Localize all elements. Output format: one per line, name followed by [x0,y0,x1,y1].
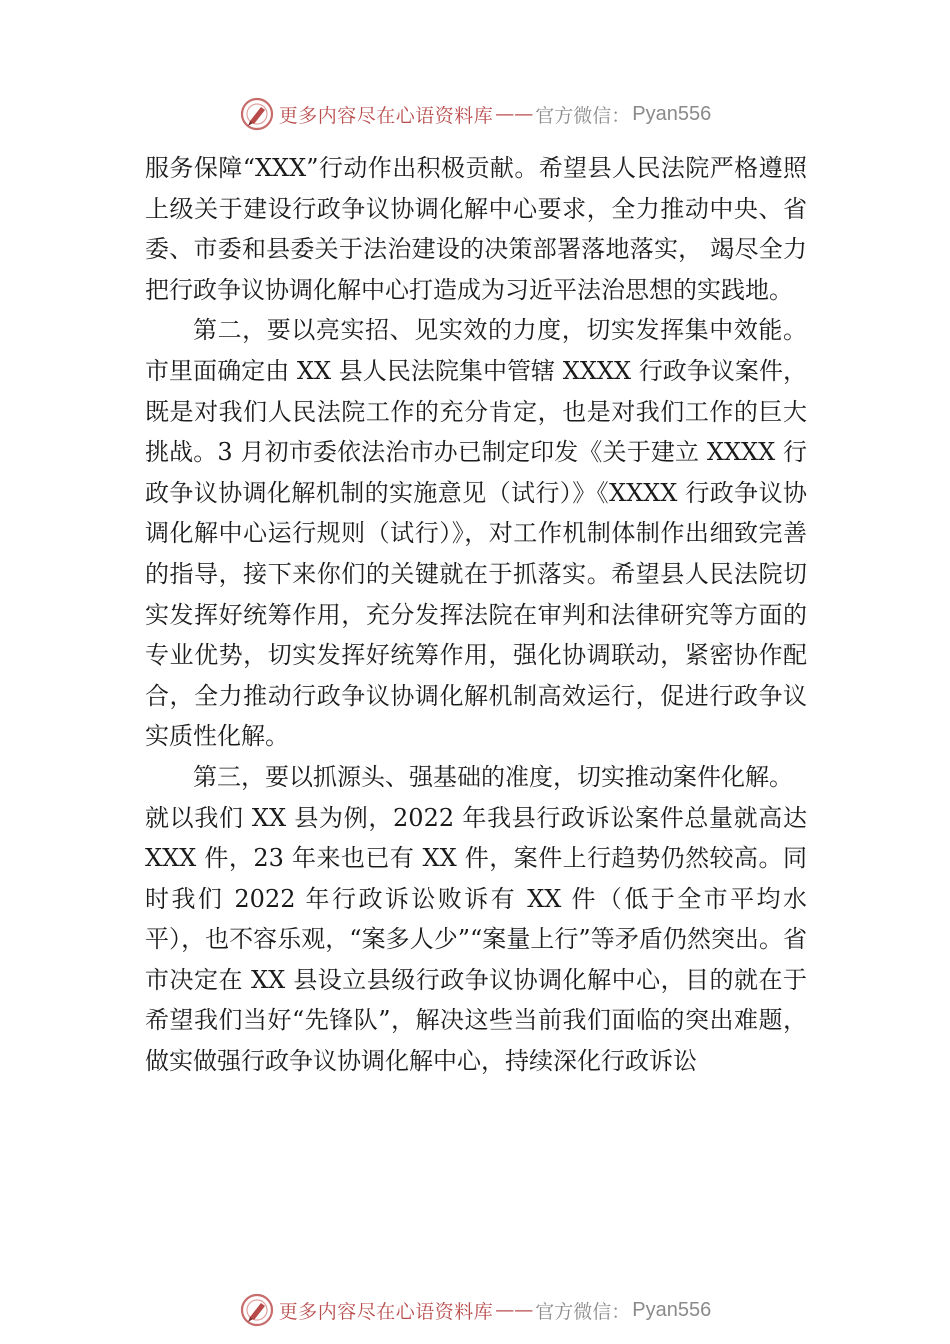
paragraph-2: 第二，要以亮实招、见实效的力度，切实发挥集中效能。市里面确定由 XX 县人民法院集中管辖 XXXX 行政争议案件，既是对我们人民法院工作的充分肯定，也是对我们工作的巨大挑战。3 月初市委依法治市办已制定印发《关于建立 XXXX 行政争议协调化解机制的实施意见（试行）》《XXXX 行政争议协调化解中心运行规则（试行）》，对工作机制体制作出细致完善的指导，接下来你们的关键就在于抓落实。希望县人民法院切实发挥好统筹作用，充分发挥法院在审判和法律研究等方面的专业优势，切实发挥好统筹作用，强化协调联动，紧密协作配合，全力推动行政争议协调化解机制高效运行，促进行政争议实质性化解。 [145,316,807,751]
paragraph-4: 就以我们 XX 县为例，2022 年我县行政诉讼案件总量就高达 XXX 件，23 年来也已有 XX 件，案件上行趋势仍然较高。同时我们 2022 年行政诉讼败诉有 XX 件（低于全市平均水平），也不容乐观，“案多人少”“案量上行”等矛盾仍然突出。省市决定在 XX 县设立县级行政争议协调化解中心，目的就在于希望我们当好“先锋队”，解决这些当前我们面临的突出难题，做实做强行政争议协调化解中心，持续深化行政诉讼 [145,803,807,1076]
footer-banner [0,1288,950,1332]
banner-separator: —— [495,1299,534,1321]
pen-nib-icon [239,1292,275,1328]
banner-wechat-id: Pyan556 [632,1298,712,1321]
banner-wechat-id: Pyan556 [632,102,712,125]
pen-nib-icon [239,96,275,132]
banner-main-text: 更多内容尽在心语资料库 [278,1300,494,1323]
banner-separator: —— [495,103,534,125]
banner-wechat-label: 官方微信： [535,1300,631,1323]
header-banner [0,92,950,136]
paragraph-3: 第三，要以抓源头、强基础的准度，切实推动案件化解。 [193,762,793,791]
paragraph-1: 服务保障“XXX”行动作出积极贡献。希望县人民法院严格遵照上级关于建设行政争议协调化解中心要求，全力推动中央、省委、市委和县委关于法治建设的决策部署落地落实， 竭尽全力把行政争议协调化解中心打造成为习近平法治思想的实践地。 [145,154,807,304]
document-body [145,148,807,1082]
banner-wechat-label: 官方微信： [535,104,631,127]
banner-main-text: 更多内容尽在心语资料库 [278,104,494,127]
